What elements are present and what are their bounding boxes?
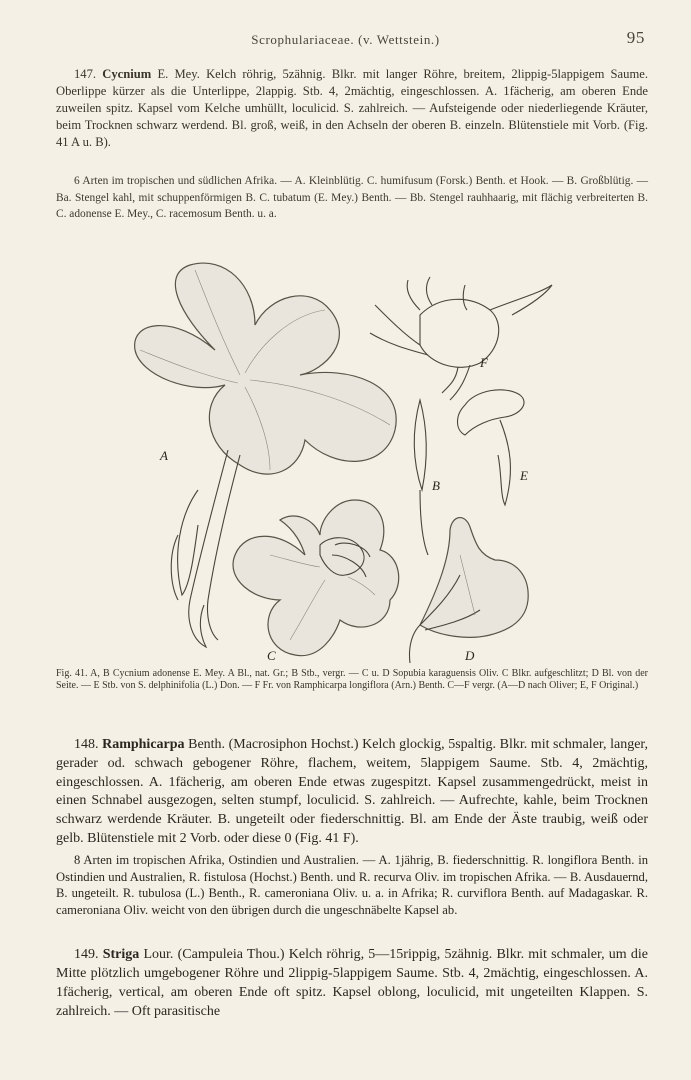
figure-d-flower-side <box>409 518 528 663</box>
figure-label-d: D <box>465 648 475 663</box>
figure-caption: Fig. 41. A, B Cycnium adonense E. Mey. A Bl., nat. Gr.; B Stb., vergr. — C u. D Sopubia karaguensis Oliv. C Blkr. aufgeschlitzt; D Bl. von der Seite. — E Stb. von S. delphinifolia (L.) Don. — F Fr. von Ramphicarpa longiflora (Arn.) Benth. C—F vergr. (A—D nach Oliver; E, F Original.) <box>56 668 648 691</box>
botanical-figure-41 <box>120 255 560 665</box>
figure-f-fruit <box>370 277 552 400</box>
figure-label-f: F <box>480 355 488 370</box>
genus-149-name: Striga <box>102 947 140 962</box>
genus-148-species-text: 8 Arten im tropischen Afrika, Ostindien und Australien. — A. 1jährig, B. fiederschnittig. R. longiflora Benth. in Ostindien und Australien, R. fistulosa (Hochst.) Benth. und R. recurva Oliv. im tropischen Afrika. — B. Ausdauernd, B. ungeteilt. R. tubulosa (L.) Benth., R. cameroniana Oliv. u. a. in Afrika; R. curviflora Benth. auf Madagaskar. R. cameroniana Oliv. weicht von den übrigen durch die ungeschnäbelte Kapsel ab. <box>56 853 648 917</box>
figure-label-e: E <box>520 468 528 483</box>
genus-147-paragraph <box>56 66 648 151</box>
figure-label-c: C <box>267 648 276 663</box>
genus-147-description: E. Mey. Kelch röhrig, 5zähnig. Blkr. mit langer Röhre, breitem, 2lippig-5lappigem Saume. Oberlippe kürzer als die Unterlippe, 2lappig. Stb. 4, 2mächtig, eingeschlossen. A. 1fächerig, am oberen Ende zuweilen spitz. Kapsel vom Kelche umhüllt, loculicid. S. zahlreich. — Aufsteigende oder niederliegende Kräuter, beim Trocknen schwarz werdend. Bl. groß, weiß, in den Achseln der oberen B. einzeln. Blütenstiele mit Vorb. (Fig. 41 A u. B). <box>56 67 648 149</box>
genus-149-description: Lour. (Campuleia Thou.) Kelch röhrig, 5—15rippig, 5zähnig. Blkr. mit schmaler, um die Mitte plötzlich umgebogener Röhre und 2lippig-5lappigem Saume. Stb. 4, 2mächtig, eingeschlossen. A. 1fächerig, vertical, am oberen Ende oft spitz. Kapsel oblong, loculicid, mit ungeteilten Klappen. S. zahlreich. — Oft parasitische <box>56 947 649 1019</box>
genus-147-name: Cycnium <box>102 67 152 81</box>
page-number: 95 <box>626 28 645 47</box>
page-header <box>40 30 651 54</box>
genus-148-number: 148. <box>74 737 99 752</box>
genus-148-species-note <box>56 852 648 918</box>
genus-148-description: Benth. (Macrosiphon Hochst.) Kelch glockig, 5spaltig. Blkr. mit schmaler, langer, gerader od. schwach gebogener Röhre, flachem, weitem, 5lappigem Saume. Stb. 4, 2mächtig, eingeschlossen. A. 1fächerig, am oberen Ende etwas zugespitzt. Kapsel zusammengedrückt, meist in einen Schnabel ausgezogen, selten stumpf, loculicid. S. zahlreich. — Aufrechte, kahle, beim Trocknen schwarz werdende Kräuter. B. ungeteilt oder fiederschnittig. Bl. am Ende der Äste traubig, weiß oder gelb. Blütenstiele mit 2 Vorb. oder diese 0 (Fig. 41 F). <box>56 737 649 846</box>
genus-149-number: 149. <box>74 947 99 962</box>
genus-148-paragraph <box>56 736 648 849</box>
figure-b-stamen <box>414 400 428 555</box>
genus-148-name: Ramphicarpa <box>102 737 185 752</box>
genus-147-species-note <box>56 173 648 223</box>
genus-147-species-text: 6 Arten im tropischen und südlichen Afrika. — A. Kleinblütig. C. humifusum (Forsk.) Benth. et Hook. — B. Großblütig. — Ba. Stengel kahl, mit schuppenförmigen B. C. tubatum (E. Mey.) Benth. — Bb. Stengel rauhhaarig, mit flächig verbreiterten B. C. adonense E. Mey., C. racemosum Benth. u. a. <box>56 175 648 220</box>
figure-c-corolla <box>233 500 399 656</box>
genus-147-number: 147. <box>74 67 97 81</box>
figure-label-a: A <box>160 448 168 463</box>
running-title: Scrophulariaceae. (v. Wettstein.) <box>251 32 440 47</box>
figure-e-stamen <box>458 390 525 505</box>
figure-label-b: B <box>432 478 440 493</box>
genus-149-paragraph <box>56 945 648 1021</box>
